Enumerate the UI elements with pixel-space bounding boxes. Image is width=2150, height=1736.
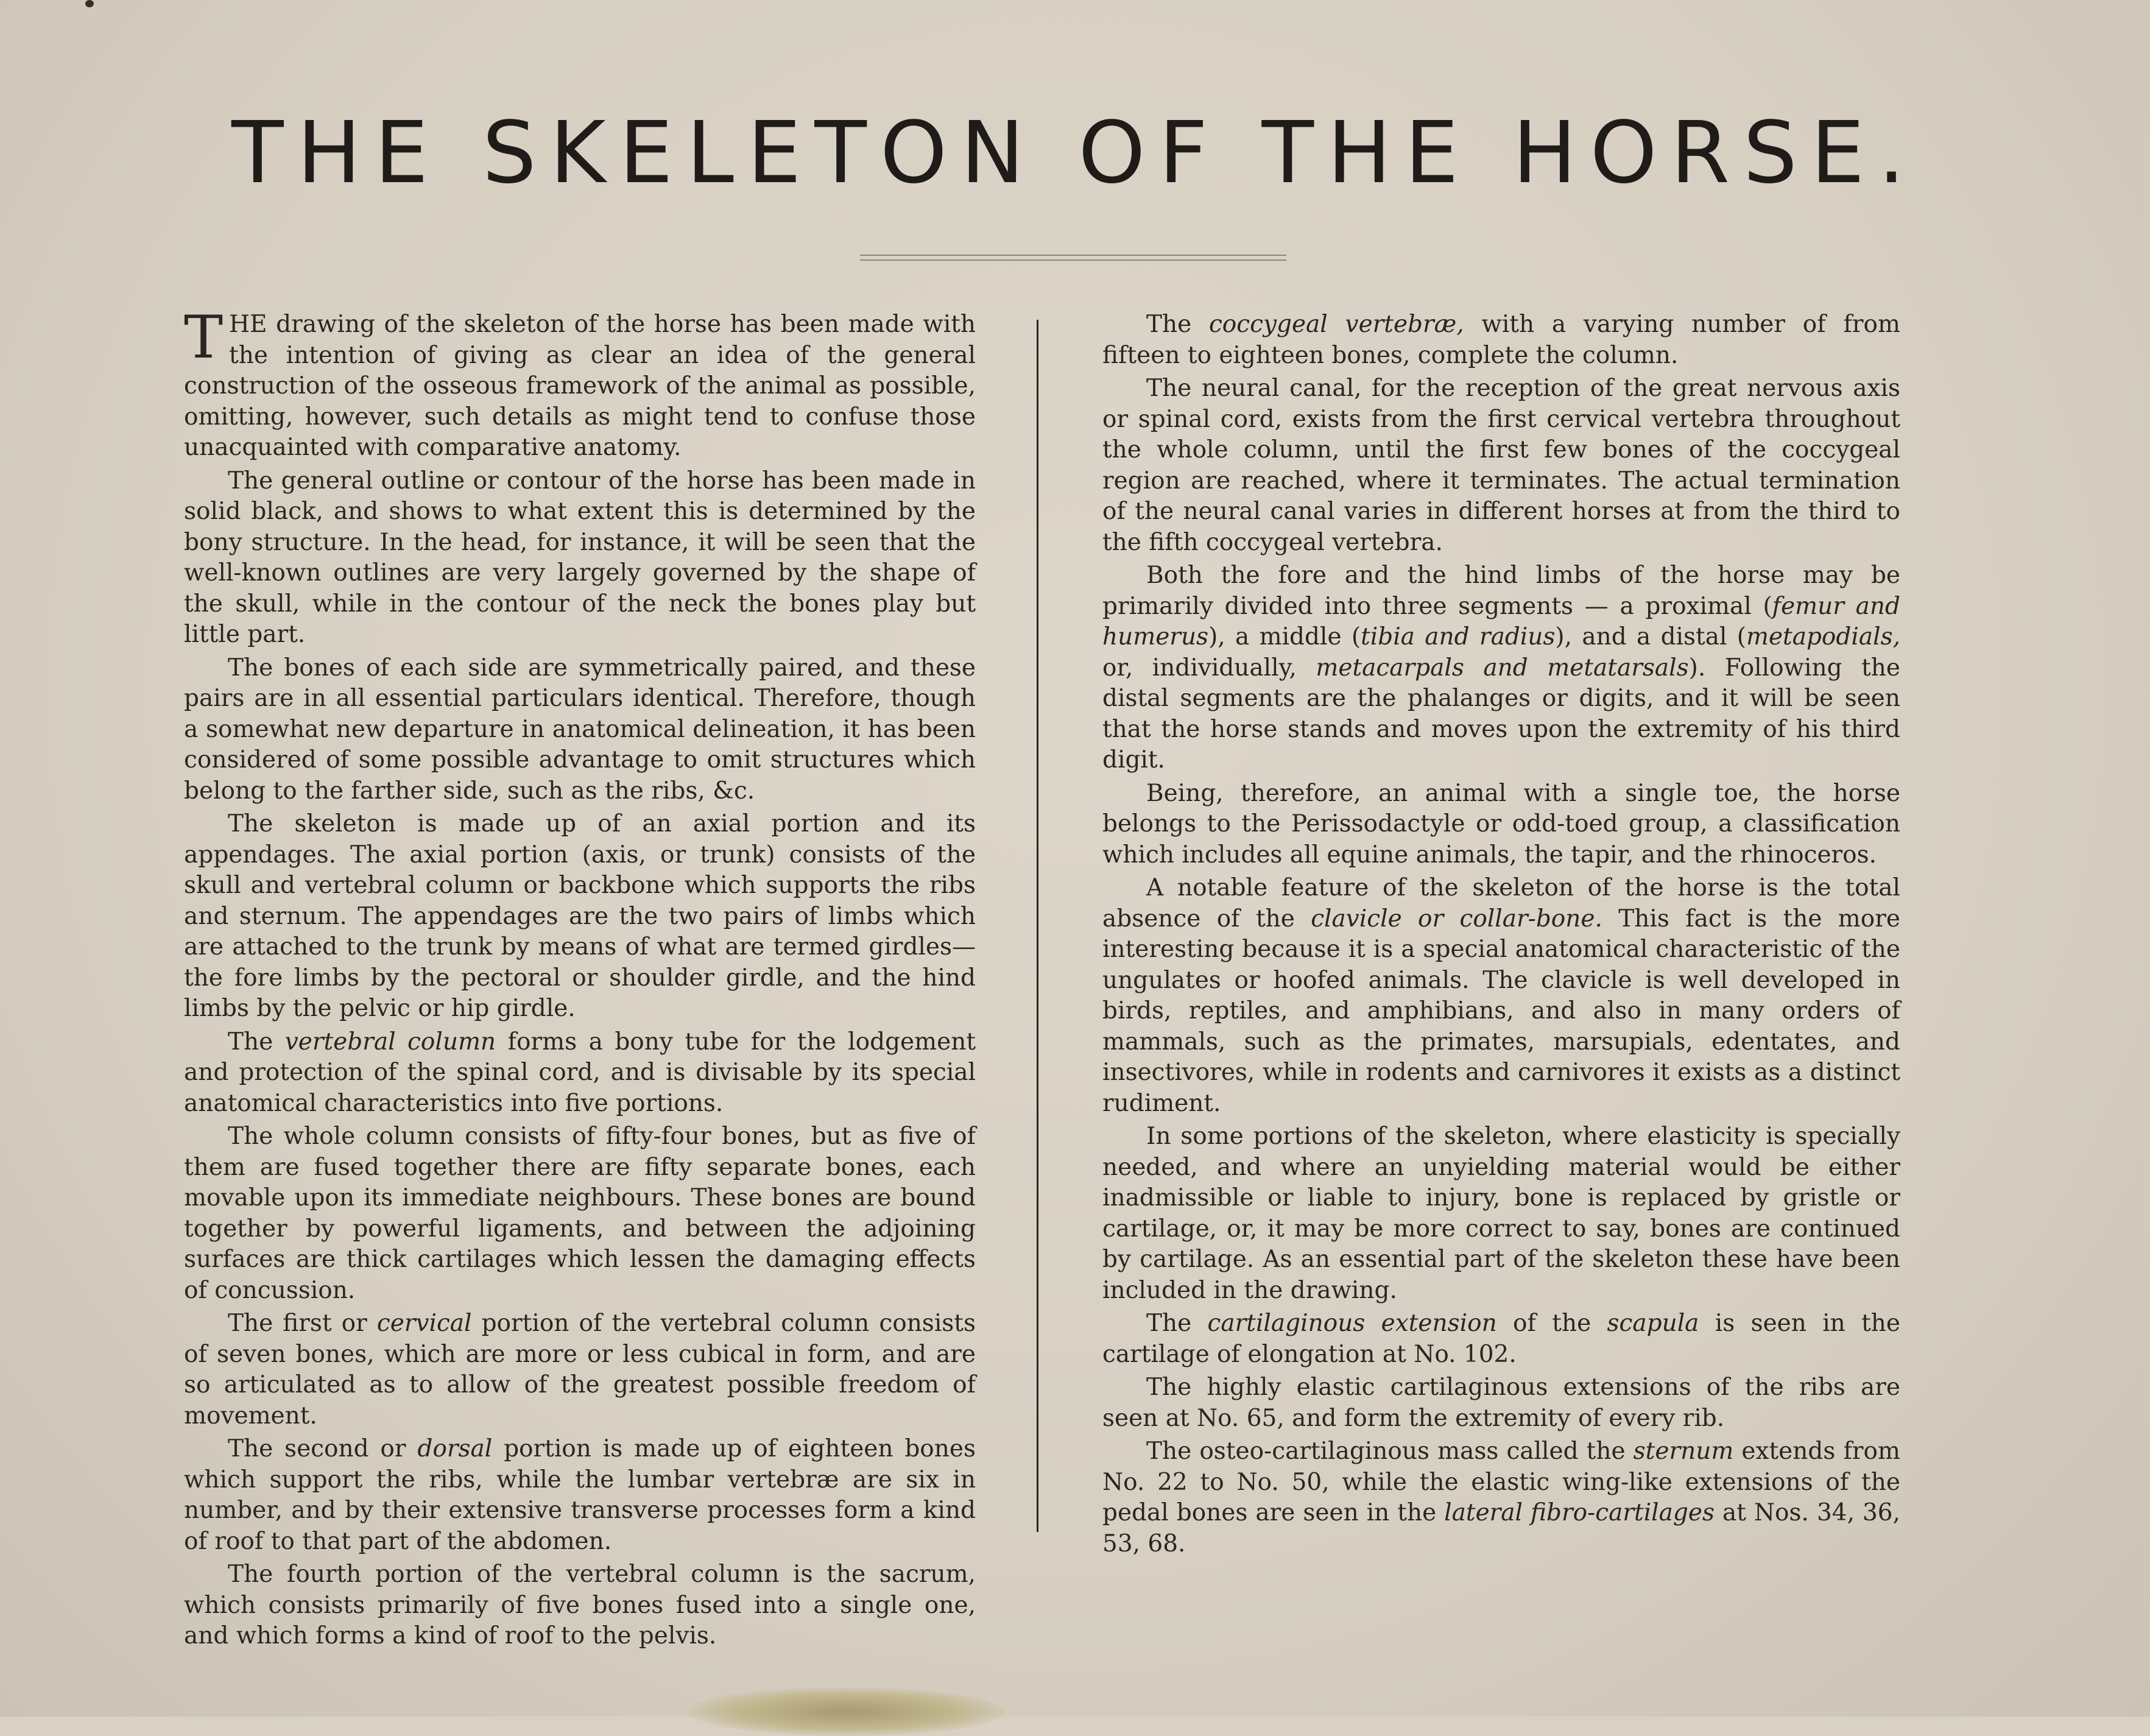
text: This fact is the more interesting because it is a special anatomical characteristic of the ungulates or hoofed animals. The clavicle is well developed in birds, reptiles, and amphibians, and also in many orders of mammals, such as the primates, marsupials, edentates, and insectivores, while in rodents and carnivores it exists as a distinct rudiment.: [1102, 905, 1900, 1117]
paragraph-6: The whole column consists of fifty-four bones, but as five of them are fused together there are fifty separate bones, each movable upon its immediate neighbours. These bones are bound together by powerful ligaments, and between the adjoining surfaces are thick cartilages which lessen the damaging effects of concussion.: [184, 1123, 976, 1304]
paragraph-1: [1102, 309, 1900, 371]
italic-term: cervical: [376, 1310, 472, 1337]
paragraph-text: HE drawing of the skeleton of the horse has been made with the intention of giving as clear an idea of the general construction of the osseous framework of the animal as possible, omitting, however, such details as might tend to confuse those unacquainted with comparative anatomy.: [184, 311, 976, 461]
paragraph-1: [184, 303, 976, 464]
italic-term: dorsal: [417, 1435, 493, 1463]
text: The first or: [228, 1310, 377, 1337]
text: The osteo-cartilaginous mass called the: [1146, 1438, 1634, 1465]
page-title: THE SKELETON OF THE HORSE.: [231, 104, 1919, 203]
paragraph-3: [1102, 560, 1900, 776]
paragraph-8: [184, 1434, 976, 1557]
right-column: [1102, 309, 1900, 1562]
italic-term: sternum: [1633, 1438, 1734, 1465]
text: or, individually,: [1102, 654, 1316, 682]
column-divider: [1037, 320, 1038, 1532]
text: A notable feature of the skeleton of the horse is the total absence of the: [1102, 874, 1900, 933]
paragraph-5: [1102, 873, 1900, 1119]
paragraph-9: [1102, 1436, 1900, 1559]
text: extends from No. 22 to No. 50, while the elastic wing-like extensions of the pedal bones are seen in the: [1102, 1438, 1900, 1526]
paragraph-3: The bones of each side are symmetrically paired, and these pairs are in all essential particulars identical. Therefore, though a somewhat new departure in anatomical delineation, it has been considered of some possible advantage to omit structures which belong to the farther side, such as the ribs, &c.: [184, 654, 976, 805]
left-column: [184, 303, 976, 1654]
italic-term: clavicle or collar-bone.: [1311, 905, 1602, 933]
text: at Nos. 34, 36, 53, 68.: [1102, 1499, 1901, 1558]
paragraph-4: Being, therefore, an animal with a single toe, the horse belongs to the Perissodactyle or odd-toed group, a classification which includes all equine animals, the tapir, and the rhinoceros.: [1102, 779, 1900, 869]
paragraph-9: The fourth portion of the vertebral column is the sacrum, which consists primarily of five bones fused into a single one, and which forms a kind of roof to the pelvis.: [184, 1561, 976, 1650]
text: ). Following the distal segments are the phalanges or digits, and it will be seen that the horse stands and moves upon the extremity of his third digit.: [1102, 654, 1900, 774]
italic-term: metapodials,: [1746, 623, 1900, 651]
paragraph-8: The highly elastic cartilaginous extensions of the ribs are seen at No. 65, and form the extremity of every rib.: [1102, 1374, 1900, 1432]
text: The: [1146, 1310, 1208, 1337]
title-rule: [860, 255, 1286, 261]
text: The: [228, 1028, 285, 1056]
text: portion is made up of eighteen bones which support the ribs, while the lumbar vertebræ are six in number, and by their extensive transverse processes form a kind of roof to that part of the abdomen.: [184, 1435, 976, 1555]
text: ), a middle (: [1208, 623, 1361, 651]
italic-term: femur and humerus: [1102, 592, 1900, 651]
text: forms a bony tube for the lodgement and protection of the spinal cord, and is divisable by its special anatomical characteristics into five portions.: [184, 1028, 976, 1117]
text: The: [1146, 311, 1209, 338]
italic-term: metacarpals and metatarsals: [1316, 654, 1689, 682]
italic-term: cartilaginous extension: [1207, 1310, 1497, 1337]
paper-stain: [688, 1687, 1005, 1736]
italic-term: lateral fibro-cartilages: [1444, 1499, 1715, 1526]
italic-term: scapula: [1607, 1310, 1699, 1337]
paragraph-7: [1102, 1308, 1900, 1370]
paragraph-7: [184, 1308, 976, 1431]
text: is seen in the cartilage of elongation at No. 102.: [1102, 1310, 1901, 1368]
text: of the: [1496, 1310, 1607, 1337]
text: with a varying number of from fifteen to eighteen bones, complete the column.: [1102, 311, 1900, 369]
paragraph-2: The neural canal, for the reception of the great nervous axis or spinal cord, exists from the first cervical vertebra throughout the whole column, until the first few bones of the coccygeal region are reached, where it terminates. The actual termination of the neural canal varies in different horses at from the third to the fifth coccygeal vertebra.: [1102, 375, 1900, 556]
text: Both the fore and the hind limbs of the horse may be primarily divided into three segments — a proximal (: [1102, 562, 1900, 620]
text: ), and a distal (: [1555, 623, 1746, 651]
italic-term: tibia and radius: [1361, 623, 1556, 651]
ink-speck: [85, 0, 94, 7]
paragraph-2: The general outline or contour of the horse has been made in solid black, and shows to what extent this is determined by the bony structure. In the head, for instance, it will be seen that the well-known outlines are very largely governed by the shape of the skull, while in the contour of the neck the bones play but little part.: [184, 467, 976, 648]
text: The second or: [228, 1435, 418, 1463]
text: portion of the vertebral column consists of seven bones, which are more or less cubical in form, and are so articulated as to allow of the greatest possible freedom of movement.: [184, 1310, 976, 1430]
italic-term: vertebral column: [284, 1028, 496, 1056]
paragraph-5: [184, 1027, 976, 1120]
paragraph-4: The skeleton is made up of an axial portion and its appendages. The axial portion (axis, or trunk) consists of the skull and vertebral column or backbone which supports the ribs and sternum. The appendages are the two pairs of limbs which are attached to the trunk by means of what are termed girdles—the fore limbs by the pectoral or shoulder girdle, and the hind limbs by the pelvic or hip girdle.: [184, 810, 976, 1022]
paragraph-6: In some portions of the skeleton, where elasticity is specially needed, and where an unyielding material would be either inadmissible or liable to injury, bone is replaced by gristle or cartilage, or, it may be more correct to say, bones are continued by cartilage. As an essential part of the skeleton these have been included in the drawing.: [1102, 1123, 1900, 1304]
italic-term: coccygeal vertebræ,: [1208, 311, 1464, 338]
drop-cap: T: [184, 303, 224, 372]
